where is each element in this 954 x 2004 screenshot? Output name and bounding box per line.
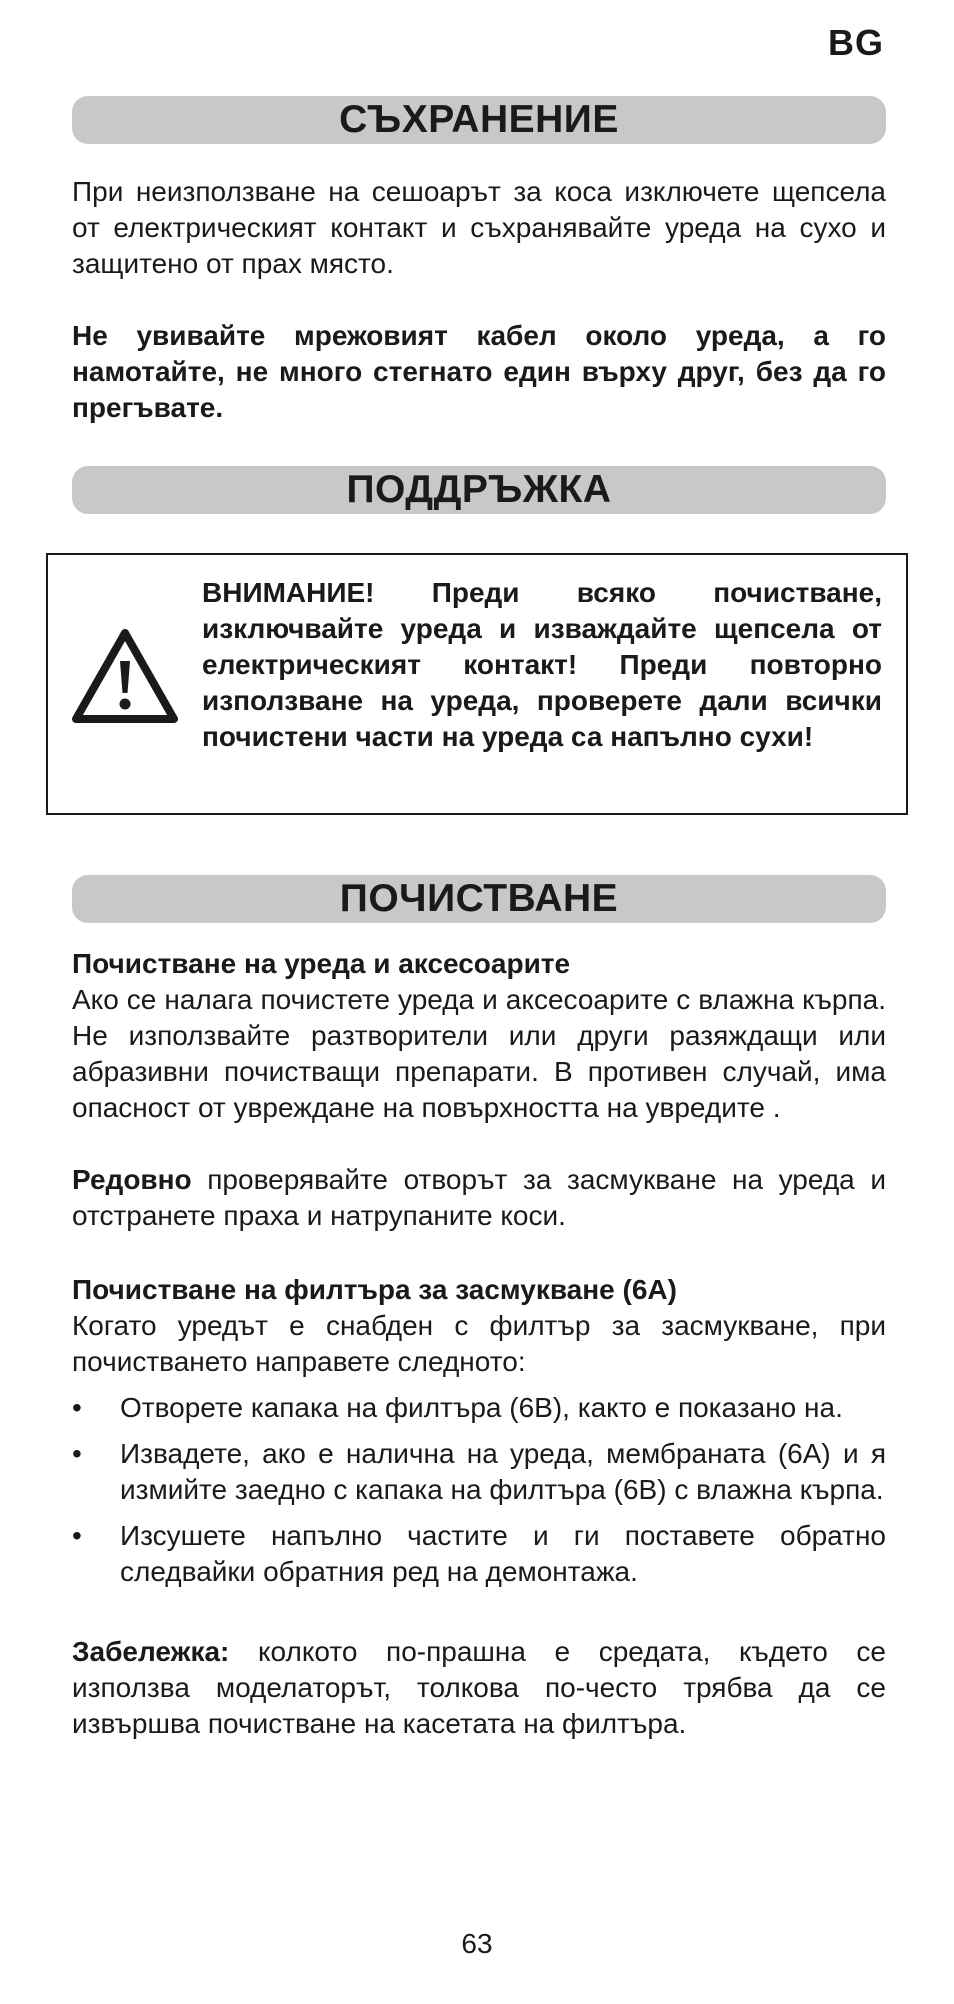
section-title-cleaning: ПОЧИСТВАНЕ xyxy=(339,877,619,920)
list-item xyxy=(72,1518,886,1590)
storage-cable-warning: Не увивайте мрежовият кабел около уреда, а го намотайте, не много стегнато един върху друг, без да го прегъвате. xyxy=(72,320,886,423)
list-item-text: Извадете, ако е налична на уреда, мембраната (6A) и я измийте заедно с капака на филтъра (6B) с влажна кърпа. xyxy=(120,1438,886,1505)
subheading-filter-cleaning: Почистване на филтъра за засмукване (6A) xyxy=(72,1274,677,1305)
bullet-icon: • xyxy=(72,1392,82,1423)
list-item xyxy=(72,1390,886,1426)
note-label: Забележка: xyxy=(72,1636,230,1667)
warning-text: ВНИМАНИЕ! Преди всяко почистване, изключвайте уреда и изваждайте щепсела от електрическият контакт! Преди повторно използване на уреда, проверете дали всички почистени части на уреда са напълно сухи! xyxy=(202,577,882,752)
section-header-cleaning xyxy=(72,875,886,923)
page-number: 63 xyxy=(461,1928,493,1959)
language-code: BG xyxy=(828,22,884,63)
list-item-text: Изсушете напълно частите и ги поставете обратно следвайки обратния ред на демонтажа. xyxy=(120,1520,886,1587)
storage-paragraph: При неизползване на сешоарът за коса изключете щепсела от електрическият контакт и съхранявайте уреда на сухо и защитено от прах място. xyxy=(72,176,886,279)
note-text: колкото по-прашна е средата, където се използва моделаторът, толкова по-често трябва да се извършва почистване на касетата на филтъра. xyxy=(72,1636,886,1739)
warning-box xyxy=(46,553,908,815)
warning-triangle-icon xyxy=(70,627,180,727)
filter-steps xyxy=(72,1390,886,1600)
note-paragraph xyxy=(72,1634,886,1742)
device-cleaning-paragraph: Ако се налага почистете уреда и аксесоарите с влажна кърпа. Не използвайте разтворители или други разяждащи или абразивни почистващи препарати. В противен случай, има опасност от увреждане на повърхността на увредите . xyxy=(72,984,886,1123)
list-item xyxy=(72,1436,886,1508)
section-title-storage: СЪХРАНЕНИЕ xyxy=(339,98,619,141)
filter-steps-list xyxy=(72,1390,886,1590)
regular-text: проверявайте отворът за засмукване на уреда и отстранете праха и натрупаните коси. xyxy=(72,1164,886,1231)
regular-check-paragraph xyxy=(72,1162,886,1234)
subheading-device-cleaning: Почистване на уреда и аксесоарите xyxy=(72,948,571,979)
section-title-maintenance: ПОДДРЪЖКА xyxy=(346,468,612,511)
section-header-maintenance xyxy=(72,466,886,514)
bullet-icon: • xyxy=(72,1520,82,1551)
regular-label: Редовно xyxy=(72,1164,192,1195)
section-header-storage xyxy=(72,96,886,144)
filter-intro-paragraph: Когато уредът е снабден с филтър за засмукване, при почистването направете следното: xyxy=(72,1310,886,1377)
list-item-text: Отворете капака на филтъра (6B), както е показано на. xyxy=(120,1392,843,1423)
bullet-icon: • xyxy=(72,1438,82,1469)
